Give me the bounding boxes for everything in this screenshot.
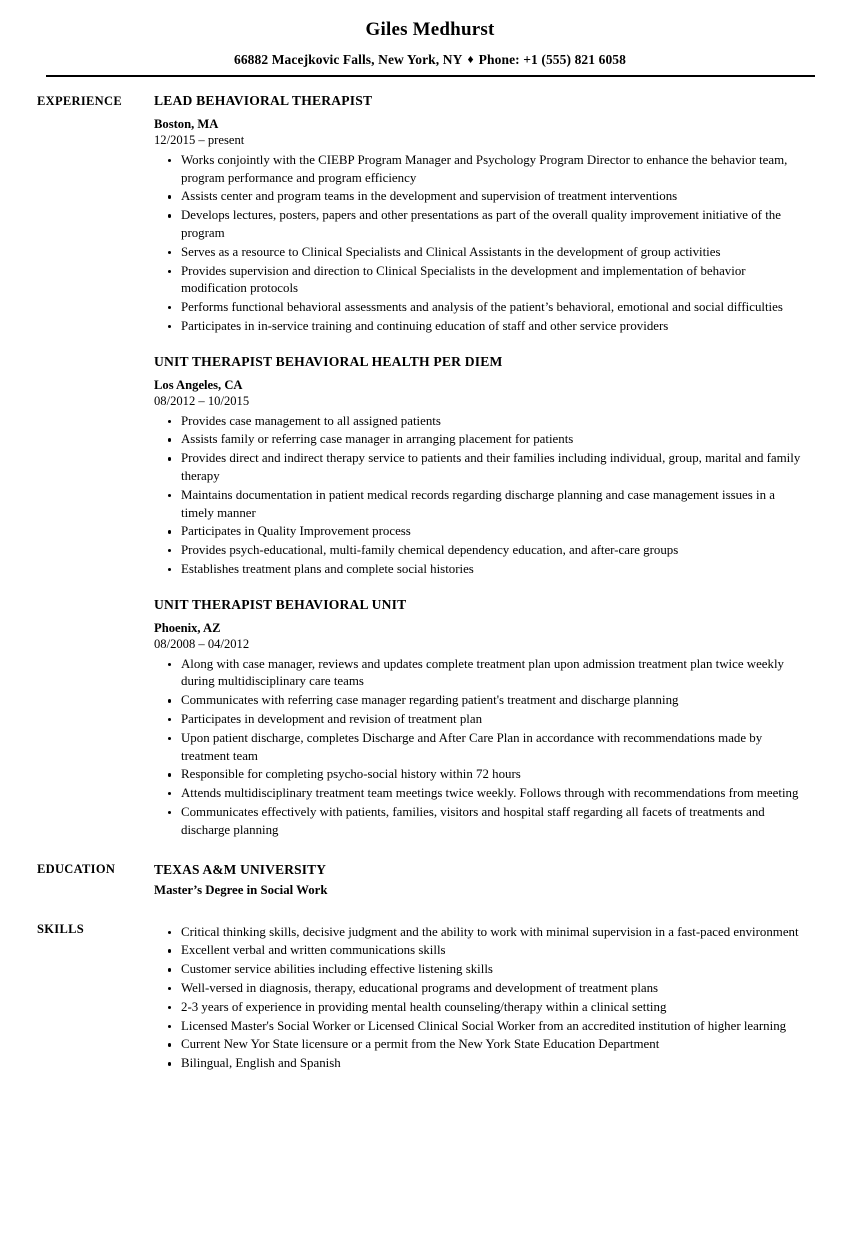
list-item: Participates in Quality Improvement process — [154, 523, 806, 541]
job-bullet-list — [154, 152, 806, 336]
contact-phone: Phone: +1 (555) 821 6058 — [478, 51, 627, 67]
section-label-skills: SKILLS — [37, 921, 84, 936]
list-item: Communicates with referring case manager regarding patient's treatment and discharge planning — [154, 692, 806, 710]
diamond-separator-icon: ♦ — [467, 51, 474, 66]
education-section — [0, 861, 860, 898]
job-entry — [154, 93, 806, 336]
job-entry — [154, 597, 806, 840]
candidate-name: Giles Medhurst — [365, 19, 495, 40]
list-item: Current New Yor State licensure or a permit from the New York State Education Department — [154, 1036, 806, 1054]
job-bullet-list — [154, 413, 806, 579]
list-item: Participates in development and revision of treatment plan — [154, 711, 806, 729]
list-item: Provides case management to all assigned patients — [154, 413, 806, 431]
section-label-experience: EXPERIENCE — [37, 93, 122, 108]
education-degree: Master’s Degree in Social Work — [154, 882, 328, 897]
list-item: Develops lectures, posters, papers and other presentations as part of the overall quality improvement initiative of the program — [154, 207, 806, 243]
list-item: Licensed Master's Social Worker or Licensed Clinical Social Worker from an accredited institution of higher learning — [154, 1018, 806, 1036]
job-bullet-list — [154, 656, 806, 840]
list-item: Critical thinking skills, decisive judgment and the ability to work with minimal supervision in a fast-paced environment — [154, 924, 806, 942]
list-item: Well-versed in diagnosis, therapy, educational programs and development of treatment plans — [154, 980, 806, 998]
job-location: Los Angeles, CA — [154, 377, 243, 392]
job-title: LEAD BEHAVIORAL THERAPIST — [154, 92, 373, 108]
list-item: 2-3 years of experience in providing mental health counseling/therapy within a clinical setting — [154, 999, 806, 1017]
section-label-education: EDUCATION — [37, 862, 116, 877]
contact-address: 66882 Macejkovic Falls, New York, NY — [233, 51, 463, 67]
contact-line — [0, 52, 860, 68]
list-item: Establishes treatment plans and complete social histories — [154, 561, 806, 579]
list-item: Maintains documentation in patient medical records regarding discharge planning and case management issues in a timely manner — [154, 487, 806, 523]
list-item: Communicates effectively with patients, families, visitors and hospital staff regarding all facets of treatments and discharge planning — [154, 804, 806, 840]
list-item: Provides direct and indirect therapy service to patients and their families including individual, group, marital and family therapy — [154, 450, 806, 486]
list-item: Responsible for completing psycho-social history within 72 hours — [154, 766, 806, 784]
header-divider — [46, 75, 815, 77]
list-item: Upon patient discharge, completes Discharge and After Care Plan in accordance with recommendations made by treatment team — [154, 730, 806, 766]
job-entry — [154, 354, 806, 579]
list-item: Provides supervision and direction to Clinical Specialists in the development and implementation of behavior modification protocols — [154, 263, 806, 299]
education-school: TEXAS A&M UNIVERSITY — [154, 862, 327, 878]
job-title: UNIT THERAPIST BEHAVIORAL HEALTH PER DIEM — [154, 353, 503, 369]
list-item: Works conjointly with the CIEBP Program Manager and Psychology Program Director to enhance the behavior team, program performance and program efficiency — [154, 152, 806, 188]
education-entry — [154, 861, 806, 898]
job-location: Phoenix, AZ — [154, 620, 221, 635]
experience-body — [154, 93, 806, 840]
education-body — [154, 861, 806, 898]
job-dates: 12/2015 – present — [154, 132, 245, 147]
job-location: Boston, MA — [154, 116, 219, 131]
job-title: UNIT THERAPIST BEHAVIORAL UNIT — [154, 596, 407, 612]
resume-header — [0, 0, 860, 77]
skills-bullet-list — [154, 924, 806, 1073]
list-item: Assists family or referring case manager in arranging placement for patients — [154, 431, 806, 449]
list-item: Excellent verbal and written communications skills — [154, 942, 806, 960]
skills-body — [154, 921, 806, 1073]
skills-section — [0, 921, 860, 1073]
list-item: Assists center and program teams in the development and supervision of treatment interventions — [154, 188, 806, 206]
list-item: Along with case manager, reviews and updates complete treatment plan upon admission treatment plan twice weekly during multidisciplinary care teams — [154, 656, 806, 692]
job-dates: 08/2008 – 04/2012 — [154, 636, 250, 651]
list-item: Participates in in-service training and continuing education of staff and other service providers — [154, 318, 806, 336]
list-item: Serves as a resource to Clinical Specialists and Clinical Assistants in the development of group activities — [154, 244, 806, 262]
experience-section — [0, 93, 860, 840]
list-item: Attends multidisciplinary treatment team meetings twice weekly. Follows through with recommendations from meeting — [154, 785, 806, 803]
list-item: Bilingual, English and Spanish — [154, 1055, 806, 1073]
list-item: Performs functional behavioral assessments and analysis of the patient’s behavioral, emotional and social difficulties — [154, 299, 806, 317]
list-item: Provides psych-educational, multi-family chemical dependency education, and after-care groups — [154, 542, 806, 560]
job-dates: 08/2012 – 10/2015 — [154, 393, 250, 408]
list-item: Customer service abilities including effective listening skills — [154, 961, 806, 979]
